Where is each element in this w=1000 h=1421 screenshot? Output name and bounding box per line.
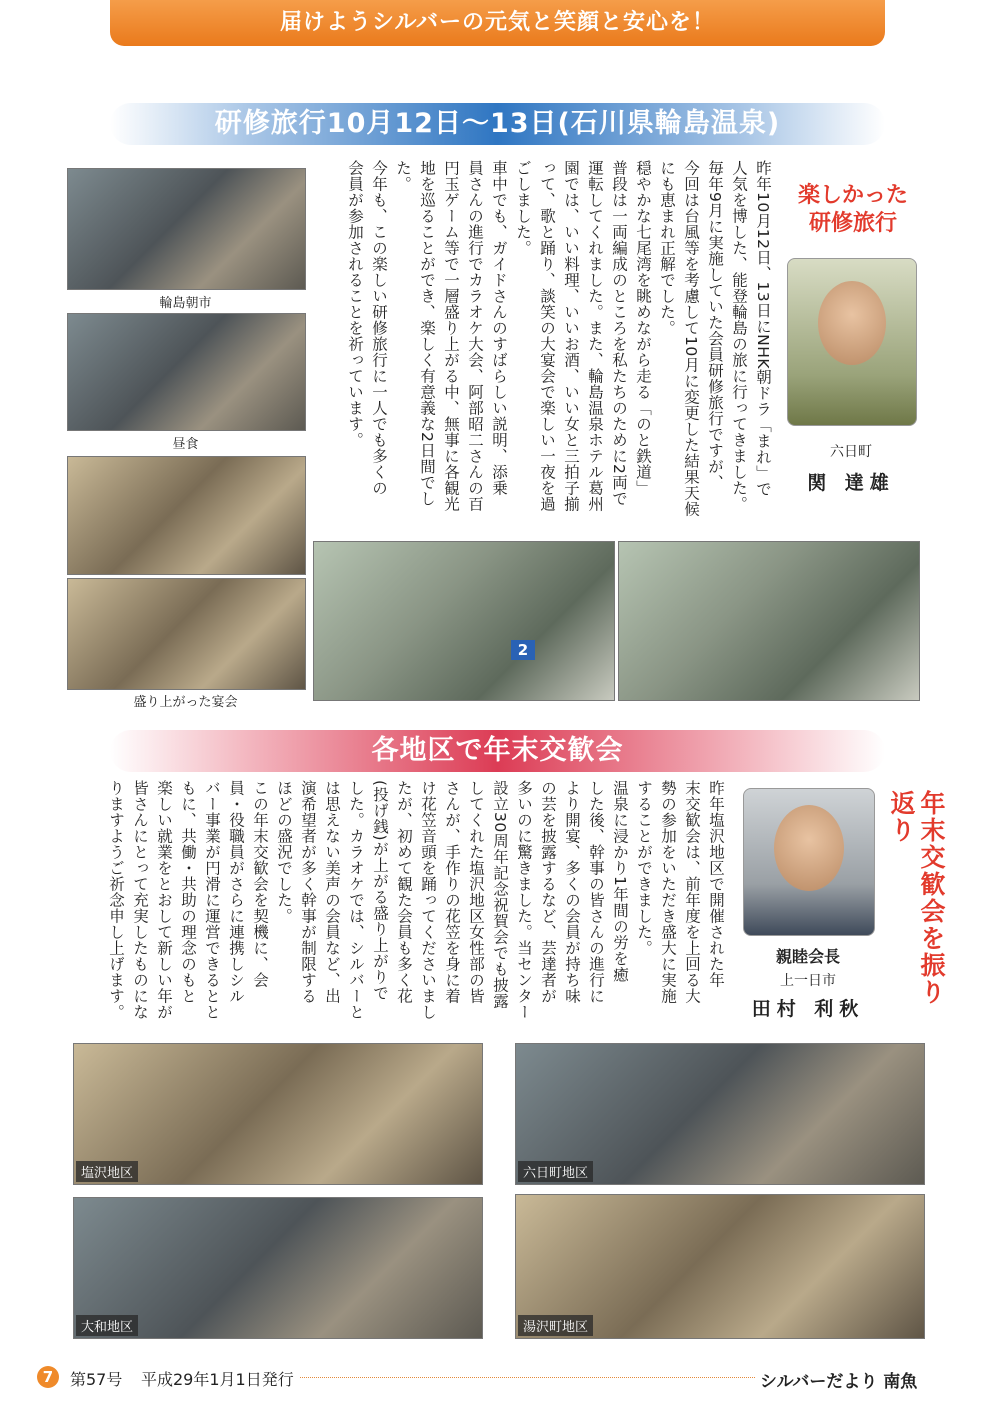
- person2-role: 親睦会長: [775, 947, 840, 966]
- s2-line: ほどの盛況でした。: [275, 780, 293, 924]
- s2-line: バー事業が円滑に運営できるとと: [203, 780, 221, 1020]
- caption-banquet: 盛り上がった宴会: [133, 695, 238, 710]
- s2-line: 多いのに驚きました。当センター: [515, 780, 533, 1020]
- s1-line: 員さんの進行でカラオケ大会、阿部昭二さんの百: [466, 160, 484, 512]
- photo-yamato: [73, 1197, 483, 1339]
- photo-banquet: [67, 578, 306, 690]
- header-banner: 届けようシルバーの元気と笑顔と安心を！: [110, 0, 885, 46]
- s2-line: (投げ銭)が上がる盛り上がりで: [371, 780, 389, 1002]
- page-number: 7: [37, 1366, 59, 1388]
- group-sign: 2: [511, 640, 535, 660]
- person2-place: 上一日市: [780, 973, 836, 989]
- caption-morning-market: 輪島朝市: [159, 296, 212, 311]
- s2-line: 皆さんにとって充実したものにな: [131, 780, 149, 1020]
- section1-body: [315, 160, 775, 540]
- s2-line: は思えない美声の会員など、出: [323, 780, 341, 1004]
- s1-line: 穏やかな七尾湾を眺めながら走る「のと鉄道」: [634, 160, 652, 496]
- s1-line: 昨年10月12日、13日にNHK朝ドラ「まれ」で: [754, 160, 772, 498]
- s2-line: した後、幹事の皆さんの進行に: [587, 780, 605, 1004]
- s2-line: さんが、手作りの花笠を身に着: [443, 780, 461, 1004]
- s2-line: 演希望者が多く幹事が制限する: [299, 780, 317, 1004]
- s2-line: りますようご祈念申し上げます。: [107, 780, 125, 1020]
- s1-line: にも恵まれ正解でした。: [658, 160, 676, 336]
- s2-line: たが、初めて観た会員も多く花: [395, 780, 413, 1004]
- s1-line: って、歌と踊り、談笑の大宴会で楽しい一夜を過: [538, 160, 556, 512]
- photo-shiozawa: [73, 1043, 483, 1185]
- side-heading-line: 研修旅行: [808, 211, 897, 236]
- photo-banquet-hall: [67, 456, 306, 575]
- caption-lunch: 昼食: [172, 437, 199, 452]
- label-muikamachi: 六日町地区: [518, 1161, 593, 1182]
- s2-line: 設立30周年記念祝賀会でも披露: [491, 780, 509, 1009]
- s1-line: 円玉ゲーム等で一層盛り上がる中、無事に各観光: [442, 160, 460, 512]
- photo-muikamachi: [515, 1043, 925, 1185]
- s1-line: 毎年9月に実施していた会員研修旅行ですが、: [706, 160, 724, 491]
- s1-line: 会員が参加されることを祈っています。: [346, 160, 364, 448]
- s2-line: もに、共働・共助の理念のもと: [179, 780, 197, 1004]
- s1-line: 今回は台風等を考慮して10月に変更した結果天候: [682, 160, 700, 517]
- person1-place: 六日町: [830, 444, 872, 460]
- section2-side-heading: 年末交歓会を振り返り: [887, 790, 946, 1006]
- s2-line: してくれた塩沢地区女性部の皆: [467, 780, 485, 1004]
- s2-line: より開宴、多くの会員が持ち味: [563, 780, 581, 1004]
- photo-morning-market: [67, 168, 306, 290]
- photo-lunch: [67, 313, 306, 431]
- s2-line: 温泉に浸かり1年間の労を癒: [611, 780, 629, 983]
- s2-line: することができました。: [635, 780, 653, 956]
- label-yamato: 大和地区: [76, 1315, 138, 1336]
- s1-line: 地を巡ることができ、楽しく有意義な2日間でし: [418, 160, 436, 507]
- issue-number: 第57号: [70, 1370, 123, 1389]
- photo-group-2: [618, 541, 920, 701]
- publication-name: シルバーだより 南魚: [760, 1372, 918, 1392]
- s1-line: 運転してくれました。また、輪島温泉ホテル葛州: [586, 160, 604, 512]
- section1-title: 研修旅行10月12日〜13日(石川県輪島温泉): [110, 103, 885, 145]
- s2-line: この年末交歓会を契機に、会: [251, 780, 269, 988]
- s2-line: の芸を披露するなど、芸達者が: [539, 780, 557, 1004]
- person1-name: 関 達雄: [807, 472, 895, 494]
- s1-line: た。: [394, 160, 412, 192]
- photo-yuzawa: [515, 1194, 925, 1339]
- s2-line: 昨年塩沢地区で開催された年: [707, 780, 725, 988]
- photo-group-1: [313, 541, 615, 701]
- portrait-face: [774, 805, 844, 891]
- s2-line: 勢の参加をいただき盛大に実施: [659, 780, 677, 1004]
- portrait-face: [818, 281, 886, 365]
- section2-title: 各地区で年末交歓会: [110, 730, 885, 772]
- s1-line: 今年も、この楽しい研修旅行に一人でも多くの: [370, 160, 388, 496]
- side-heading-line: 楽しかった: [797, 183, 908, 208]
- label-shiozawa: 塩沢地区: [76, 1161, 138, 1182]
- portrait-tamura: [743, 788, 875, 936]
- s1-line: 園では、いい料理、いいお酒、いい女と三拍子揃: [562, 160, 580, 512]
- s2-line: 楽しい就業をとおして新しい年が: [155, 780, 173, 1020]
- s1-line: 人気を博した、能登輪島の旅に行ってきました。: [730, 160, 748, 512]
- footer-divider: [300, 1377, 755, 1378]
- publish-date: 平成29年1月1日発行: [141, 1370, 294, 1389]
- s2-line: 員・役職員がさらに連携しシル: [227, 780, 245, 1004]
- portrait-seki: [787, 258, 917, 426]
- section1-side-heading: [778, 182, 928, 238]
- person2-name: 田村 利秋: [751, 998, 865, 1020]
- s1-line: 普段は一両編成のところを私たちのために2両で: [610, 160, 628, 507]
- s2-line: け花笠音頭を踊ってくださいまし: [419, 780, 437, 1020]
- s1-line: ごしました。: [514, 160, 532, 256]
- section2-body: [68, 780, 728, 1030]
- label-yuzawa: 湯沢町地区: [518, 1315, 593, 1336]
- s1-line: 車中でも、ガイドさんのすばらしい説明、添乗: [490, 160, 508, 496]
- s2-line: した。カラオケでは、シルバーと: [347, 780, 365, 1020]
- s2-line: 末交歓会は、前年度を上回る大: [683, 780, 701, 1004]
